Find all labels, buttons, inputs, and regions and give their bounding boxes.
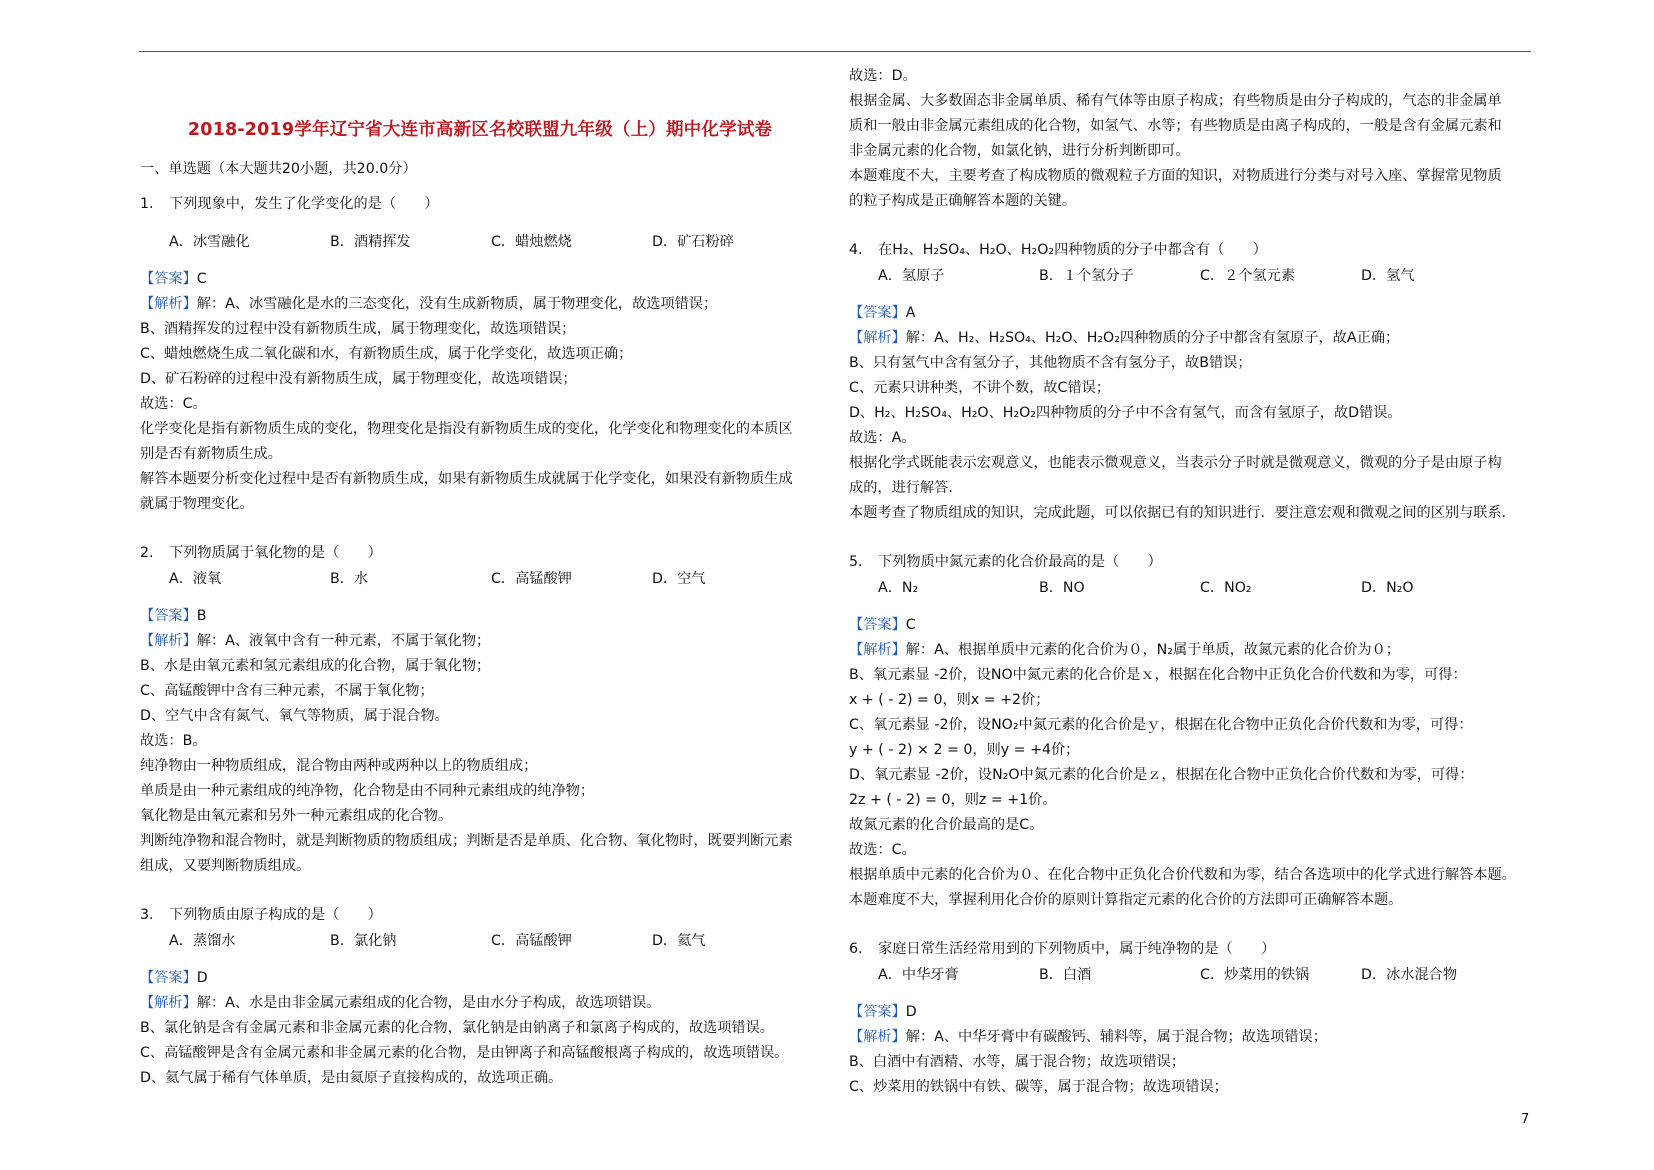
analysis-line: C、蜡烛燃烧生成二氧化碳和水，有新物质生成，属于化学变化，故选项正确； <box>140 346 633 362</box>
analysis-line: B、水是由氧元素和氢元素组成的化合物，属于氧化物； <box>140 658 491 674</box>
answer-tag: 【答案】 <box>140 271 197 287</box>
option: B．１个氢分子 <box>1039 268 1134 284</box>
answer-line <box>140 267 820 292</box>
question-1: 1. 下列现象中，发生了化学变化的是（ ） <box>140 196 439 212</box>
answer-line: 【答案】D <box>140 970 208 986</box>
option: B．NO <box>1039 580 1085 596</box>
question-6: 6. 家庭日常生活经常用到的下列物质中，属于纯净物的是（ ） <box>849 941 1276 957</box>
analysis-line: B、白酒中有酒精、水等，属于混合物；故选项错误； <box>849 1054 1186 1070</box>
option: D．冰水混合物 <box>1361 967 1458 983</box>
analysis-line: B、只有氢气中含有氢分子，其他物质不含有氢分子，故B错误； <box>849 355 1252 371</box>
page-number: 7 <box>1521 1112 1530 1127</box>
analysis-line: 【解析】解：A、冰雪融化是水的三态变化，没有生成新物质，属于物理变化，故选项错误； <box>140 296 718 312</box>
chemical-formulas: H₂、H₂SO₄、H₂O、H₂O₂ <box>958 330 1120 346</box>
option: B．氯化钠 <box>330 933 397 949</box>
options-q4 <box>849 264 1539 289</box>
analysis-line: 别是否有新物质生成。 <box>140 446 282 462</box>
left-column <box>140 64 820 1091</box>
analysis-line: 本题难度不大，掌握利用化合价的原则计算指定元素的化合价的方法即可正确解答本题。 <box>849 892 1403 908</box>
analysis-line: 【解析】解：A、液氧中含有一种元素，不属于氧化物； <box>140 633 491 649</box>
answer-value: D <box>905 1004 917 1020</box>
options-q3 <box>140 929 820 954</box>
analysis-line: 【解析】解：A、H₂、H₂SO₄、H₂O、H₂O₂四种物质的分子中都含有氢原子，故A正确； <box>849 330 1400 346</box>
option: B．白酒 <box>1039 967 1092 983</box>
option: A．氢原子 <box>878 268 945 284</box>
analysis-line: 解答本题要分析变化过程中是否有新物质生成，如果有新物质生成就属于化学变化，如果没有新物质生成 <box>140 471 793 487</box>
answer-value: B <box>196 608 207 624</box>
page-title: 2018-2019学年辽宁省大连市高新区名校联盟九年级（上）期中化学试卷 <box>187 120 773 140</box>
analysis-line: 根据化学式既能表示宏观意义，也能表示微观意义，当表示分子时就是微观意义，微观的分子是由原子构 <box>849 455 1502 471</box>
option: C．炒菜用的铁锅 <box>1200 967 1310 983</box>
answer-value: C <box>905 617 916 633</box>
analysis-line: 根据单质中元素的化合价为０、在化合物中正负化合价代数和为零，结合各选项中的化学式进行解答本题。 <box>849 867 1516 883</box>
option: D．氢气 <box>1361 268 1415 284</box>
option: C．NO₂ <box>1200 580 1252 596</box>
analysis-line: 质和一般由非金属元素组成的化合物，如氢气、水等；有些物质是由离子构成的，一般是含有金属元素和 <box>849 118 1502 134</box>
analysis-line: D、矿石粉碎的过程中没有新物质生成，属于物理变化，故选项错误； <box>140 371 577 387</box>
analysis-line: C、氧元素显 -2价，设NO₂中氮元素的化合价是ｙ，根据在化合物中正负化合价代数和为零，可得： <box>849 717 1473 733</box>
analysis-line: 单质是由一种元素组成的纯净物，化合物是由不同种元素组成的纯净物； <box>140 783 595 799</box>
question-stem: 下列物质由原子构成的是（ ） <box>169 907 382 923</box>
analysis-line: 的粒子构成是正确解答本题的关键。 <box>849 193 1077 209</box>
analysis-line: 故选：D。 <box>849 68 917 84</box>
option: A．蒸馏水 <box>169 933 236 949</box>
analysis-line: 本题难度不大，主要考查了构成物质的微观粒子方面的知识，对物质进行分类与对号入座、掌握常见物质 <box>849 168 1502 184</box>
question-5: 5. 下列物质中氮元素的化合价最高的是（ ） <box>849 554 1162 570</box>
analysis-line: 纯净物由一种物质组成，混合物由两种或两种以上的物质组成； <box>140 758 538 774</box>
analysis-line: C、高锰酸钾是含有金属元素和非金属元素的化合物，是由钾离子和高锰酸根离子构成的，故选项错误。 <box>140 1045 789 1061</box>
analysis-line: D、H₂、H₂SO₄、H₂O、H₂O₂四种物质的分子中不含有氢气，而含有氢原子，故D错误。 <box>849 405 1402 421</box>
answer-value: C <box>196 271 207 287</box>
analysis-line: 【解析】解：A、中华牙膏中有碳酸钙、辅料等，属于混合物；故选项错误； <box>849 1029 1327 1045</box>
analysis-line: 组成，又要判断物质组成。 <box>140 858 311 874</box>
option: C．蜡烛燃烧 <box>491 234 572 250</box>
analysis-line: 非金属元素的化合物，如氯化钠，进行分析判断即可。 <box>849 143 1190 159</box>
option: D．空气 <box>652 571 706 587</box>
analysis-line: 故选：C。 <box>849 842 916 858</box>
option: D．氦气 <box>652 933 706 949</box>
analysis-line: D、空气中含有氮气、氧气等物质，属于混合物。 <box>140 708 449 724</box>
analysis-line: y + ( - 2) × 2 = 0，则y = +4价； <box>849 742 1080 758</box>
question-2: 2. 下列物质属于氧化物的是（ ） <box>140 545 382 561</box>
analysis-line: C、元素只讲种类，不讲个数，故C错误； <box>849 380 1111 396</box>
options-q2 <box>140 567 820 592</box>
answer-line: 【答案】B <box>140 608 207 624</box>
options-q1 <box>140 230 820 255</box>
analysis-line: 根据金属、大多数固态非金属单质、稀有气体等由原子构成；有些物质是由分子构成的，气态的非金属单 <box>849 93 1502 109</box>
analysis-line: 就属于物理变化。 <box>140 496 254 512</box>
analysis-line: D、氦气属于稀有气体单质，是由氦原子直接构成的，故选项正确。 <box>140 1070 563 1086</box>
analysis-line: x + ( - 2) = 0，则x = +2价； <box>849 692 1050 708</box>
analysis-line: 【解析】解：A、根据单质中元素的化合价为０，N₂属于单质，故氮元素的化合价为０； <box>849 642 1400 658</box>
right-column <box>849 64 1539 1100</box>
option: C．２个氢元素 <box>1200 268 1296 284</box>
option: A．中华牙膏 <box>878 967 959 983</box>
option: A．N₂ <box>878 580 919 596</box>
analysis-line: 故选：C。 <box>140 396 207 412</box>
analysis-line: 【解析】解：A、水是由非金属元素组成的化合物，是由水分子构成，故选项错误。 <box>140 995 661 1011</box>
analysis-line: 故氮元素的化合价最高的是C。 <box>849 817 1044 833</box>
question-4: 4. 在H₂、H₂SO₄、H₂O、H₂O₂四种物质的分子中都含有（ ） <box>849 242 1267 258</box>
section-header: 一、单选题（本大题共20小题，共20.0分） <box>140 161 417 177</box>
analysis-line: C、炒菜用的铁锅中有铁、碳等，属于混合物；故选项错误； <box>849 1079 1228 1095</box>
option: B．酒精挥发 <box>330 234 411 250</box>
question-stem: 下列物质属于氧化物的是（ ） <box>169 545 382 561</box>
question-stem: 家庭日常生活经常用到的下列物质中，属于纯净物的是（ ） <box>878 941 1276 957</box>
analysis-line: 判断纯净物和混合物时，就是判断物质的物质组成；判断是否是单质、化合物、氧化物时，既要判断元素 <box>140 833 793 849</box>
analysis-tag: 【解析】 <box>140 296 197 312</box>
chemical-formulas: H₂、H₂SO₄、H₂O、H₂O₂ <box>892 242 1055 258</box>
option: D．矿石粉碎 <box>652 234 734 250</box>
analysis-line: 本题考查了物质组成的知识，完成此题，可以依据已有的知识进行．要注意宏观和微观之间的区别与联系． <box>849 505 1516 521</box>
options-q6 <box>849 963 1539 988</box>
question-3: 3. 下列物质由原子构成的是（ ） <box>140 907 382 923</box>
answer-value: D <box>196 970 208 986</box>
option: C．高锰酸钾 <box>491 571 572 587</box>
option: B．水 <box>330 571 369 587</box>
option: D．N₂O <box>1361 580 1414 596</box>
chemical-formulas: H₂、H₂SO₄、H₂O、H₂O₂ <box>874 405 1036 421</box>
analysis-line: 化学变化是指有新物质生成的变化，物理变化是指没有新物质生成的变化，化学变化和物理变化的本质区 <box>140 421 793 437</box>
question-stem: 下列物质中氮元素的化合价最高的是（ ） <box>878 554 1162 570</box>
header-rule <box>139 51 1531 52</box>
answer-line: 【答案】A <box>849 305 916 321</box>
answer-line: 【答案】C <box>849 617 916 633</box>
analysis-line: B、酒精挥发的过程中没有新物质生成，属于物理变化，故选项错误； <box>140 321 576 337</box>
analysis-line: 2z + ( - 2) = 0，则z = +1价。 <box>849 792 1057 808</box>
question-stem: 下列现象中，发生了化学变化的是（ ） <box>169 196 439 212</box>
analysis-line: 成的，进行解答． <box>849 480 963 496</box>
option: C．高锰酸钾 <box>491 933 572 949</box>
analysis-line: C、高锰酸钾中含有三种元素，不属于氧化物； <box>140 683 434 699</box>
answer-line: 【答案】D <box>849 1004 917 1020</box>
analysis-line: 故选：A。 <box>849 430 916 446</box>
analysis-line: D、氧元素显 -2价，设N₂O中氮元素的化合价是ｚ，根据在化合物中正负化合价代数和为零，可得： <box>849 767 1474 783</box>
analysis-line: 故选：B。 <box>140 733 207 749</box>
analysis-line: B、氯化钠是含有金属元素和非金属元素的化合物，氯化钠是由钠离子和氯离子构成的，故选项错误。 <box>140 1020 774 1036</box>
analysis-line: B、氧元素显 -2价，设NO中氮元素的化合价是ｘ，根据在化合物中正负化合价代数和为零，可得： <box>849 667 1467 683</box>
option: A．冰雪融化 <box>169 234 250 250</box>
options-q5 <box>849 576 1539 601</box>
option: A．液氧 <box>169 571 222 587</box>
analysis-line: 氧化物是由氧元素和另外一种元素组成的化合物。 <box>140 808 453 824</box>
answer-value: A <box>905 305 916 321</box>
